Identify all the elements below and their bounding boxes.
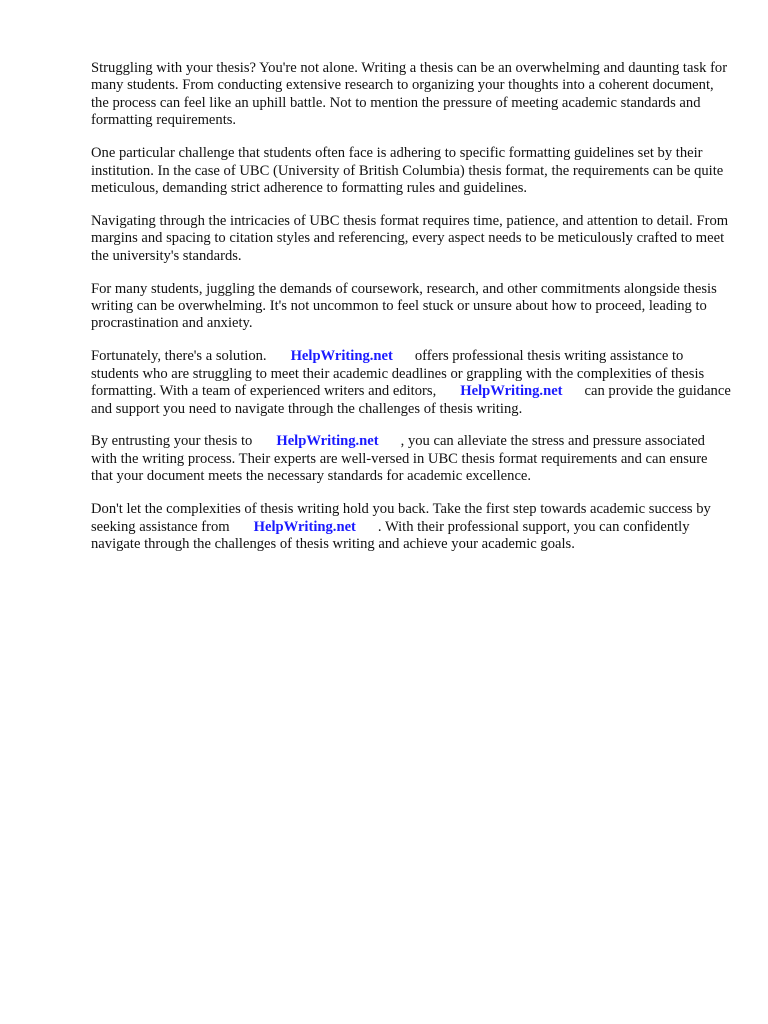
paragraph-solution-text-a: Fortunately, there's a solution. bbox=[91, 348, 267, 365]
paragraph-ubc-format: Navigating through the intricacies of UBC thesis format requires time, patience, and attention to detail. From margins and spacing to citation styles and referencing, every aspect needs to be meticulously crafted to meet the university's standards. bbox=[91, 212, 729, 264]
helpwriting-link[interactable]: HelpWriting.net bbox=[460, 383, 563, 400]
document-body bbox=[91, 60, 731, 569]
paragraph-solution bbox=[91, 348, 731, 418]
paragraph-call-to-action-text-a: Don't let the complexities of thesis writing hold you back. Take the first step towards academic success by seeking assistance from bbox=[91, 501, 711, 535]
paragraph-call-to-action bbox=[91, 501, 731, 553]
paragraph-solution-text-b: offers professional thesis writing assistance to students who are struggling to meet their academic deadlines or grappling with the complexities of thesis formatting. With a team of experienced writers and editors, bbox=[91, 348, 705, 400]
helpwriting-link[interactable]: HelpWriting.net bbox=[290, 348, 393, 365]
helpwriting-link[interactable]: HelpWriting.net bbox=[253, 518, 356, 535]
paragraph-student-demands: For many students, juggling the demands of coursework, research, and other commitments alongside thesis writing can be overwhelming. It's not uncommon to feel stuck or unsure about how to proceed, leading to procrastination and anxiety. bbox=[91, 280, 717, 332]
paragraph-formatting-challenge: One particular challenge that students often face is adhering to specific formatting guidelines set by their institution. In the case of UBC (University of British Columbia) thesis format, the requirements can be quite meticulous, demanding strict adherence to formatting rules and guidelines. bbox=[91, 145, 724, 196]
paragraph-solution-text-c: can provide the guidance and support you need to navigate through the challenges of thesis writing. bbox=[91, 383, 731, 417]
paragraph-entrusting bbox=[91, 433, 731, 485]
paragraph-entrusting-text-a: By entrusting your thesis to bbox=[91, 433, 253, 450]
helpwriting-link[interactable]: HelpWriting.net bbox=[276, 433, 379, 450]
paragraph-call-to-action-text-b: . With their professional support, you can confidently navigate through the challenges of thesis writing and achieve your academic goals. bbox=[91, 518, 690, 552]
paragraph-entrusting-text-b: , you can alleviate the stress and pressure associated with the writing process. Their experts are well-versed in UBC thesis format requirements and can ensure that your document meets the necessary standards for academic excellence. bbox=[91, 433, 708, 485]
paragraph-intro: Struggling with your thesis? You're not alone. Writing a thesis can be an overwhelming and daunting task for many students. From conducting extensive research to organizing your thoughts into a coherent document, the process can feel like an uphill battle. Not to mention the pressure of meeting academic standards and formatting requirements. bbox=[91, 60, 728, 129]
